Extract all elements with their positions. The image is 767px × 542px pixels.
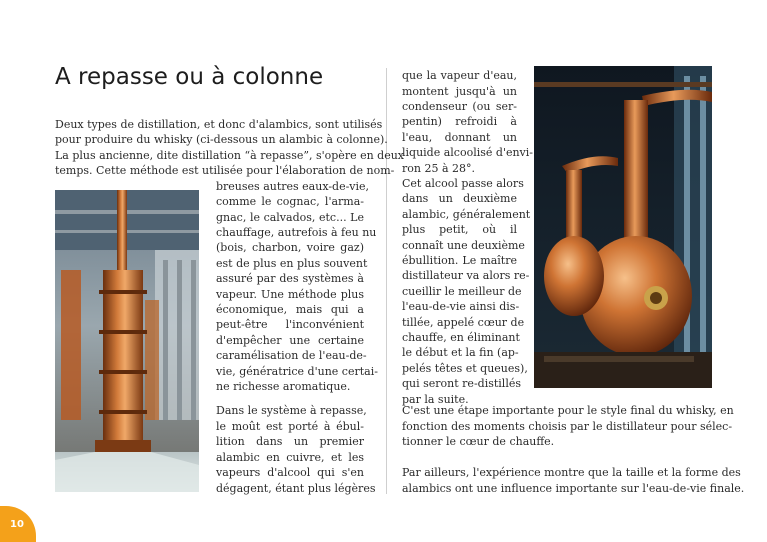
text-line: (bois, charbon, voire gaz) <box>216 241 364 254</box>
text-line: peut-être l'inconvénient <box>216 318 364 331</box>
text-line: dans un deuxième <box>402 192 517 205</box>
text-line: dégagent, étant plus légères <box>216 482 376 495</box>
text-line: chauffe, en éliminant <box>402 331 520 344</box>
text-line: pelés têtes et queues), <box>402 362 528 375</box>
text-line: par la suite. <box>402 393 469 406</box>
text-line: pentin) refroidi à <box>402 115 517 128</box>
text-line: connaît une deuxième <box>402 239 525 252</box>
text-line: plus petit, où il <box>402 223 517 236</box>
text-line: qui seront re-distillés <box>402 377 521 390</box>
text-line: le début et la fin (ap- <box>402 346 519 359</box>
text-line: condenseur (ou ser- <box>402 100 517 113</box>
text-line: tillée, appelé cœur de <box>402 316 525 329</box>
page-title: A repasse ou à colonne <box>55 64 324 90</box>
text-line: vapeur. Une méthode plus <box>216 288 364 301</box>
pot-stills-photo <box>534 66 712 388</box>
text-line: ron 25 à 28°. <box>402 162 476 175</box>
text-line: chauffage, autrefois à feu nu <box>216 226 377 239</box>
page-number-badge <box>0 506 36 542</box>
text-line: l'eau, donnant un <box>402 131 517 144</box>
page-number: 10 <box>10 519 24 530</box>
text-line: assuré par des systèmes à <box>216 272 364 285</box>
text-line: que la vapeur d'eau, <box>402 69 517 82</box>
text-line: Dans le système à repasse, <box>216 404 367 417</box>
text-line: pour produire du whisky (ci-dessous un alambic à colonne). <box>55 133 388 146</box>
text-line: breuses autres eaux-de-vie, <box>216 180 370 193</box>
text-line: La plus ancienne, dite distillation “à repasse”, s'opère en deux <box>55 149 405 162</box>
text-line: Cet alcool passe alors <box>402 177 524 190</box>
text-line: lition dans un premier <box>216 435 364 448</box>
text-line: temps. Cette méthode est utilisée pour l'élaboration de nom- <box>55 164 395 177</box>
text-line: vie, génératrice d'une certai- <box>216 365 378 378</box>
text-line: l'eau-de-vie ainsi dis- <box>402 300 520 313</box>
text-line: ébullition. Le maître <box>402 254 517 267</box>
text-line: vapeurs d'alcool qui s'en <box>216 466 364 479</box>
text-line: Par ailleurs, l'expérience montre que la taille et la forme des <box>402 466 741 479</box>
text-line: gnac, le calvados, etc... Le <box>216 211 364 224</box>
text-line: cueillir le meilleur de <box>402 285 522 298</box>
text-line: distillateur va alors re- <box>402 269 530 282</box>
text-line: fonction des moments choisis par le distillateur pour sélec- <box>402 420 733 433</box>
text-line: alambics ont une influence importante sur l'eau-de-vie finale. <box>402 482 745 495</box>
text-line: ne richesse aromatique. <box>216 380 351 393</box>
text-line: est de plus en plus souvent <box>216 257 368 270</box>
text-line: liquide alcoolisé d'envi- <box>402 146 534 159</box>
text-line: alambic en cuivre, et les <box>216 451 364 464</box>
text-line: d'empêcher une certaine <box>216 334 364 347</box>
text-line: caramélisation de l'eau-de- <box>216 349 367 362</box>
text-line: Deux types de distillation, et donc d'alambics, sont utilisés <box>55 118 383 131</box>
text-line: tionner le cœur de chauffe. <box>402 435 555 448</box>
text-line: économique, mais qui a <box>216 303 364 316</box>
column-still-photo <box>55 190 199 492</box>
text-line: alambic, généralement <box>402 208 531 221</box>
text-line: montent jusqu'à un <box>402 85 517 98</box>
text-line: comme le cognac, l'arma- <box>216 195 364 208</box>
text-line: C'est une étape importante pour le style final du whisky, en <box>402 404 734 417</box>
text-line: le moût est porté à ébul- <box>216 420 364 433</box>
column-divider <box>386 68 387 494</box>
